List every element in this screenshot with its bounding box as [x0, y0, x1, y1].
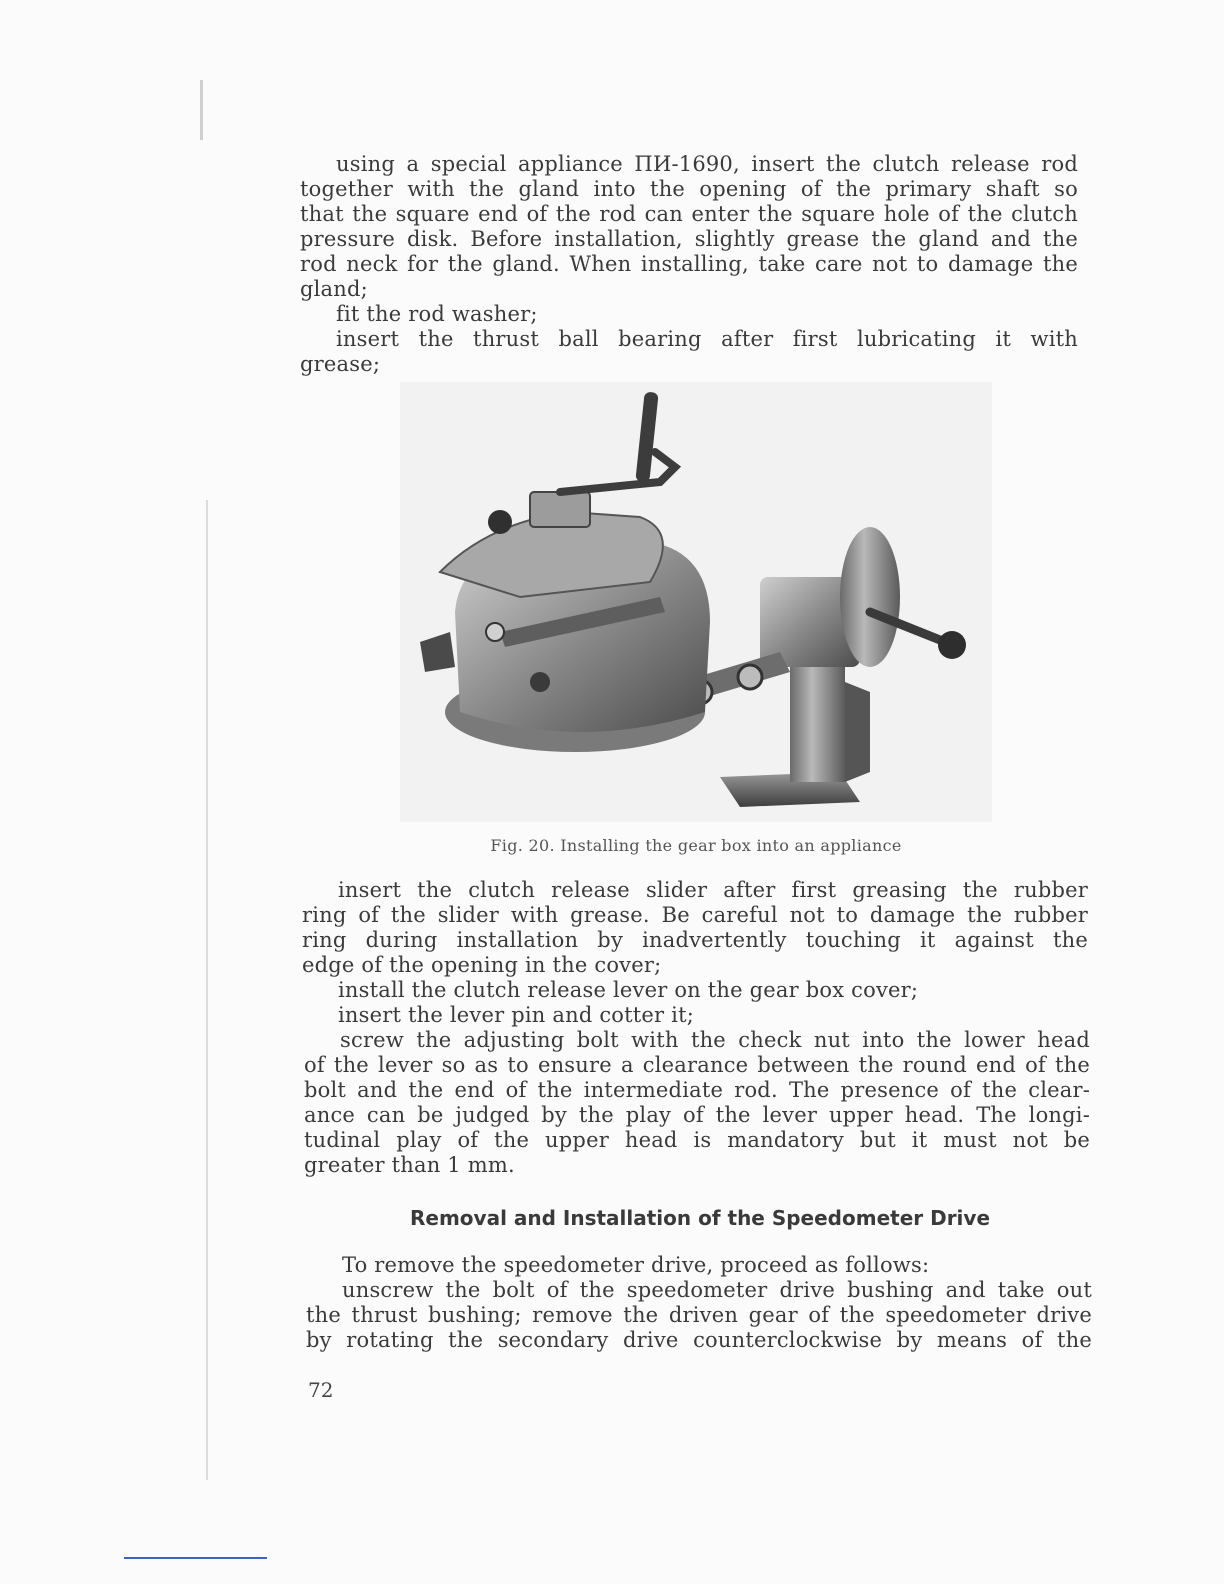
gear-box-appliance-illustration: [400, 382, 992, 822]
text-line: together with the gland into the opening of the primary shaft so: [300, 177, 1078, 201]
scan-edge-mark: [206, 500, 208, 1480]
text-line: of the lever so as to ensure a clearance between the round end of the: [304, 1053, 1090, 1077]
paragraph-install-lever: [302, 978, 1088, 1003]
paragraph-fit-washer: [300, 302, 1078, 327]
text-line: screw the adjusting bolt with the check nut into the lower head: [340, 1028, 1090, 1052]
text-line: tudinal play of the upper head is mandatory but it must not be: [304, 1128, 1090, 1152]
crank-shape: [560, 452, 675, 492]
pin-shape: [738, 665, 762, 689]
side-fitting-shape: [420, 632, 455, 672]
cover-boss-shape: [530, 492, 590, 527]
text-line: ring of the slider with grease. Be careful not to damage the rubber: [302, 903, 1088, 927]
paragraph-remove-intro: [306, 1253, 1092, 1278]
figure-caption: Fig. 20. Installing the gear box into an appliance: [490, 836, 902, 855]
text-line: bolt and the end of the intermediate rod. The presence of the clear-: [304, 1078, 1090, 1102]
text-line: the thrust bushing; remove the driven gear of the speedometer drive: [306, 1303, 1092, 1327]
text-line: gland;: [300, 277, 368, 301]
text-line: install the clutch release lever on the gear box cover;: [338, 978, 919, 1002]
paragraph-release-slider: [302, 878, 1088, 978]
paragraph-appliance-insert-rod: [300, 152, 1078, 302]
bolt-shape: [530, 672, 550, 692]
scan-edge-mark: [200, 80, 203, 140]
text-line: unscrew the bolt of the speedometer drive bushing and take out: [342, 1278, 1092, 1302]
paragraph-adjusting-bolt: [304, 1028, 1090, 1178]
crank-handle-shape: [635, 392, 658, 483]
paragraph-unscrew-bolt: [306, 1278, 1092, 1353]
stand-side-shape: [845, 682, 870, 782]
page-number: 72: [308, 1378, 334, 1402]
cover-plug-shape: [488, 510, 512, 534]
text-line: ance can be judged by the play of the lever upper head. The longi-: [304, 1103, 1090, 1127]
text-line: To remove the speedometer drive, proceed as follows:: [342, 1253, 930, 1277]
text-line: greater than 1 mm.: [304, 1153, 515, 1177]
text-line: insert the thrust ball bearing after first lubricating it with: [336, 327, 1078, 351]
paragraph-lever-pin: [302, 1003, 1088, 1028]
text-line: by rotating the secondary drive counterclockwise by means of the: [306, 1328, 1092, 1352]
text-line: fit the rod washer;: [336, 302, 538, 326]
text-line: using a special appliance ПИ-1690, insert the clutch release rod: [336, 152, 1078, 176]
text-line: that the square end of the rod can enter the square hole of the clutch: [300, 202, 1078, 226]
text-line: rod neck for the gland. When installing, take care not to damage the: [300, 252, 1078, 276]
text-line: pressure disk. Before installation, slightly grease the gland and the: [300, 227, 1078, 251]
disk-wheel-shape: [840, 527, 900, 667]
bolt-shape: [486, 623, 504, 641]
text-line: insert the clutch release slider after first greasing the rubber: [338, 878, 1088, 902]
text-line: insert the lever pin and cotter it;: [338, 1003, 694, 1027]
text-line: grease;: [300, 352, 381, 376]
figure-photo: [400, 382, 992, 822]
bottom-link-rule: [124, 1557, 267, 1559]
section-heading: Removal and Installation of the Speedometer Drive: [409, 1206, 991, 1230]
handle-knob-shape: [938, 631, 966, 659]
text-line: edge of the opening in the cover;: [302, 953, 662, 977]
paragraph-thrust-bearing: [300, 327, 1078, 377]
text-line: ring during installation by inadvertently touching it against the: [302, 928, 1088, 952]
